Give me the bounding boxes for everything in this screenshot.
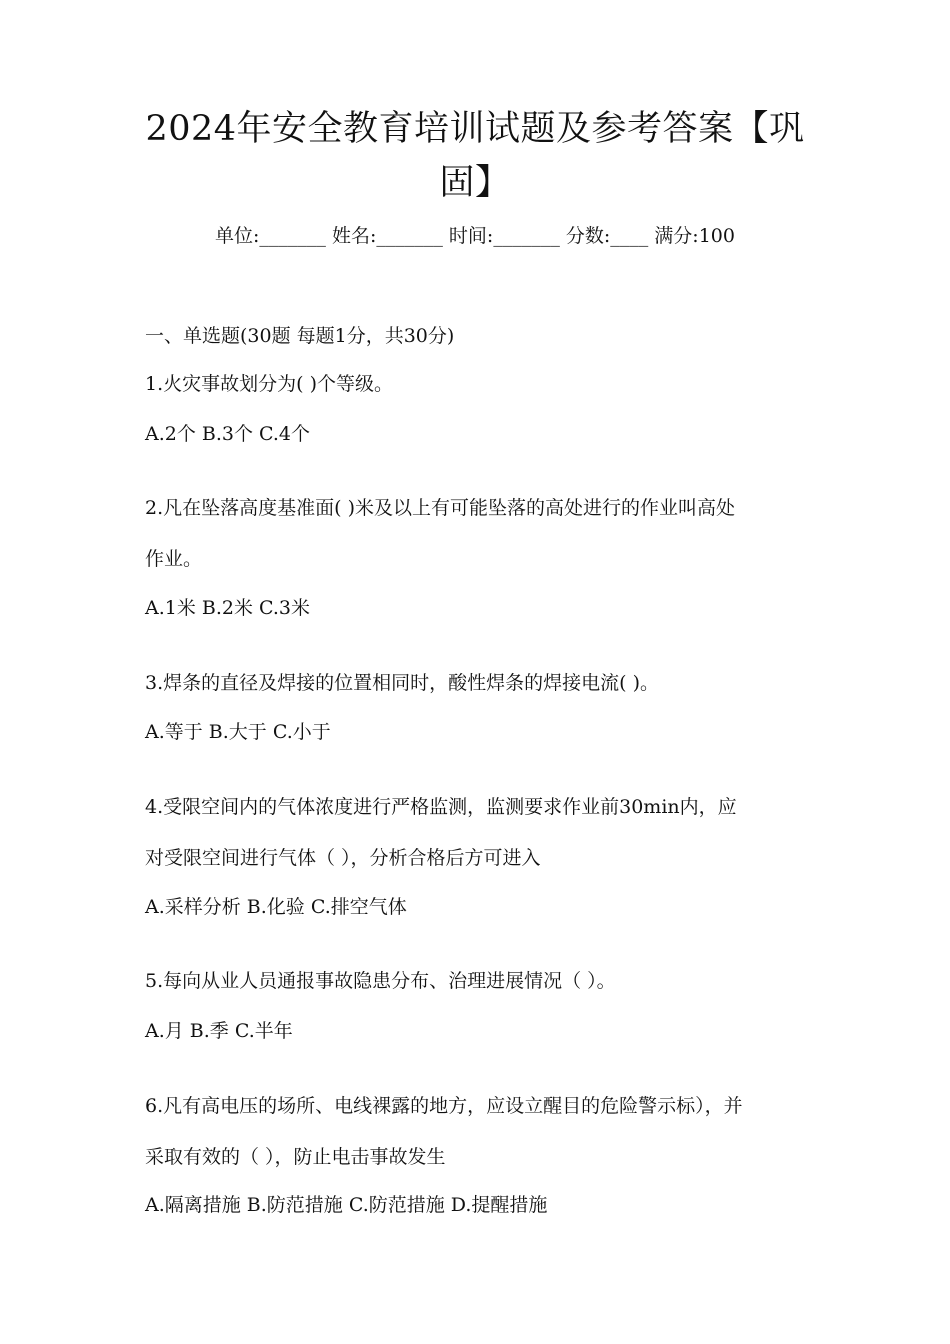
question-1-text: 1.火灾事故划分为( )个等级。 [145, 373, 393, 395]
question-6-options: A.隔离措施 B.防范措施 C.防范措施 D.提醒措施 [145, 1194, 548, 1216]
question-6-text-cont: 采取有效的（ ），防止电击事故发生 [145, 1146, 446, 1168]
page-title-line-1: 2024年安全教育培训试题及参考答案【巩 [145, 109, 805, 149]
question-5-text: 5.每向从业人员通报事故隐患分布、治理进展情况（ ）。 [145, 970, 616, 992]
question-1-options: A.2个 B.3个 C.4个 [145, 423, 311, 445]
section-heading: 一、单选题(30题 每题1分，共30分) [145, 325, 455, 347]
question-4-options: A.采样分析 B.化验 C.排空气体 [145, 896, 407, 918]
question-4-text-cont: 对受限空间进行气体（ ），分析合格后方可进入 [145, 847, 541, 869]
question-2-text-cont: 作业。 [145, 548, 203, 570]
exam-info-line: 单位:_______ 姓名:_______ 时间:_______ 分数:____ 满分:100 [215, 225, 735, 247]
question-5-options: A.月 B.季 C.半年 [145, 1020, 293, 1042]
page-title-line-2: 固】 [439, 163, 511, 203]
question-3-options: A.等于 B.大于 C.小于 [145, 721, 331, 743]
page-title [100, 102, 850, 210]
question-2-text: 2.凡在坠落高度基准面( )米及以上有可能坠落的高处进行的作业叫高处 [145, 497, 735, 519]
question-4-text: 4.受限空间内的气体浓度进行严格监测，监测要求作业前30min内，应 [145, 796, 737, 818]
question-3-text: 3.焊条的直径及焊接的位置相同时，酸性焊条的焊接电流( )。 [145, 672, 659, 694]
question-6-text: 6.凡有高电压的场所、电线裸露的地方，应设立醒目的危险警示标），并 [145, 1095, 743, 1117]
question-2-options: A.1米 B.2米 C.3米 [145, 597, 311, 619]
